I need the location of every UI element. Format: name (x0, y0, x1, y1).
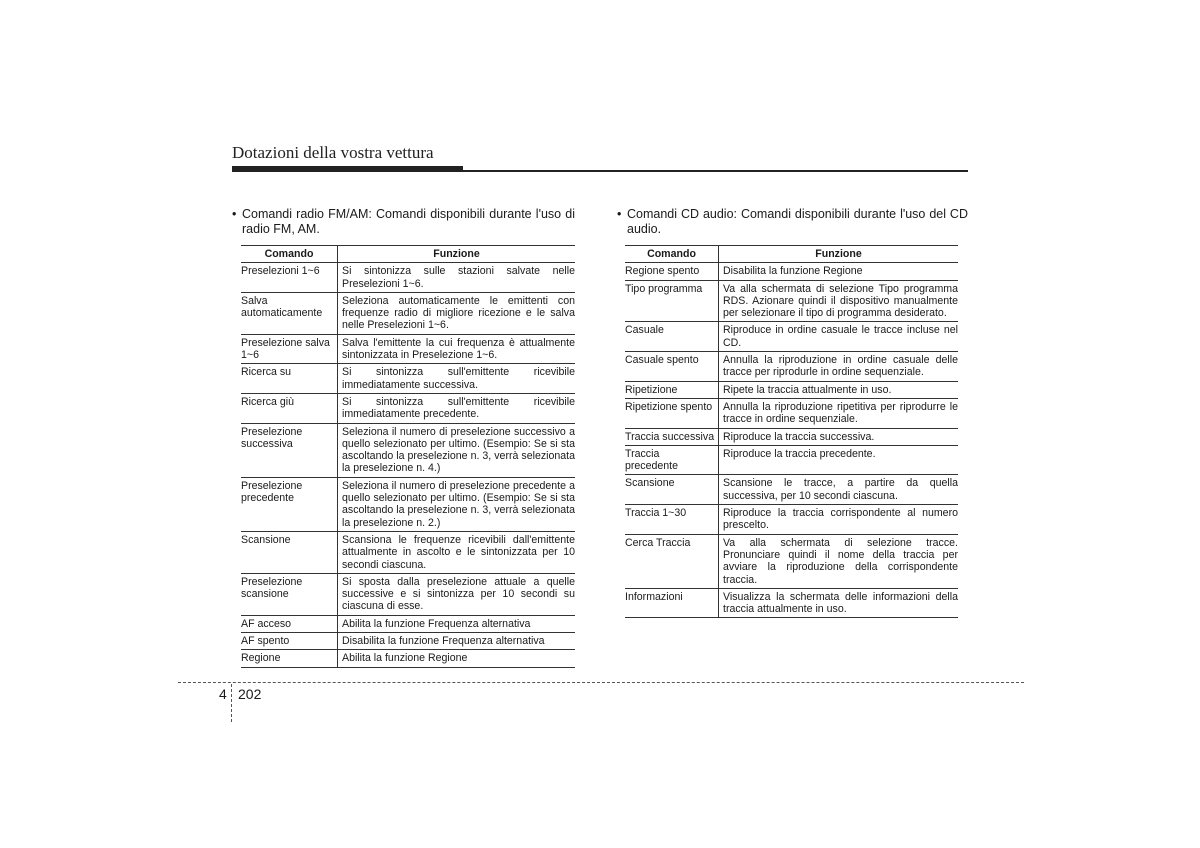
header-rule (232, 170, 968, 172)
table-row (241, 531, 575, 573)
page-number: 202 (238, 686, 262, 702)
command-cell: Preselezione salva 1~6 (241, 334, 338, 364)
command-cell: Preselezione precedente (241, 477, 338, 531)
column-header-command: Comando (241, 246, 338, 263)
table-row (625, 428, 958, 445)
table-row (241, 292, 575, 334)
function-cell: Seleziona il numero di preselezione precedente a quello selezionato per ultimo. (Esempio: Se si sta ascoltando la preselezione n. 3, verrà selezionata la preselezione n. 2.) (338, 477, 576, 531)
table-row (241, 393, 575, 423)
right-intro (617, 207, 968, 237)
table-row (625, 398, 958, 428)
footer-rule (178, 682, 1024, 683)
function-cell: Abilita la funzione Regione (338, 650, 576, 667)
command-cell: Preselezioni 1~6 (241, 263, 338, 293)
function-cell: Annulla la riproduzione in ordine casuale delle tracce per riprodurle in ordine sequenziale. (719, 352, 959, 382)
function-cell: Si sintonizza sull'emittente ricevibile immediatamente successiva. (338, 364, 576, 394)
table-row (625, 263, 958, 280)
command-cell: Casuale (625, 322, 719, 352)
function-cell: Visualizza la schermata delle informazioni della traccia attualmente in uso. (719, 588, 959, 618)
table-row (625, 381, 958, 398)
table-row (241, 263, 575, 293)
command-cell: Traccia successiva (625, 428, 719, 445)
function-cell: Seleziona automaticamente le emittenti con frequenze radio di migliore ricezione e le salva nelle Preselezioni 1~6. (338, 292, 576, 334)
function-cell: Disabilita la funzione Regione (719, 263, 959, 280)
chapter-number: 4 (219, 686, 227, 702)
command-cell: Ricerca giù (241, 393, 338, 423)
radio-commands-table (241, 245, 575, 668)
function-cell: Scansiona le frequenze ricevibili dall'emittente attualmente in ascolto e le sintonizzata per 10 secondi ciascuna. (338, 531, 576, 573)
table-row (241, 423, 575, 477)
function-cell: Riproduce la traccia successiva. (719, 428, 959, 445)
function-cell: Riproduce la traccia corrispondente al numero prescelto. (719, 505, 959, 535)
table-row (625, 352, 958, 382)
table-row (625, 534, 958, 588)
function-cell: Si sintonizza sulle stazioni salvate nelle Preselezioni 1~6. (338, 263, 576, 293)
right-column (617, 207, 968, 618)
command-cell: AF spento (241, 633, 338, 650)
command-cell: Scansione (625, 475, 719, 505)
command-cell: Preselezione scansione (241, 573, 338, 615)
bullet-icon: • (232, 207, 237, 221)
table-row (241, 650, 575, 667)
command-cell: Salva automaticamente (241, 292, 338, 334)
footer-divider (231, 684, 232, 722)
command-cell: Regione spento (625, 263, 719, 280)
command-cell: Regione (241, 650, 338, 667)
table-row (625, 505, 958, 535)
command-cell: Casuale spento (625, 352, 719, 382)
command-cell: Traccia precedente (625, 445, 719, 475)
table-row (241, 615, 575, 632)
cd-commands-body (625, 263, 958, 618)
page-header-title: Dotazioni della vostra vettura (232, 143, 434, 162)
command-cell: Ripetizione spento (625, 398, 719, 428)
function-cell: Si sintonizza sull'emittente ricevibile immediatamente precedente. (338, 393, 576, 423)
function-cell: Si sposta dalla preselezione attuale a quelle successive e si sintonizza per 10 secondi su ciascuna di esse. (338, 573, 576, 615)
function-cell: Abilita la funzione Frequenza alternativa (338, 615, 576, 632)
function-cell: Riproduce in ordine casuale le tracce incluse nel CD. (719, 322, 959, 352)
function-cell: Annulla la riproduzione ripetitiva per riprodurre le tracce in ordine sequenziale. (719, 398, 959, 428)
column-header-function: Funzione (719, 246, 959, 263)
table-row (625, 322, 958, 352)
right-intro-text: Comandi CD audio: Comandi disponibili durante l'uso del CD audio. (627, 207, 968, 236)
radio-commands-body (241, 263, 575, 667)
left-column (232, 207, 575, 668)
command-cell: Informazioni (625, 588, 719, 618)
table-row (625, 588, 958, 618)
table-row (241, 573, 575, 615)
function-cell: Salva l'emittente la cui frequenza è attualmente sintonizzata in Preselezione 1~6. (338, 334, 576, 364)
table-row (625, 475, 958, 505)
command-cell: Preselezione successiva (241, 423, 338, 477)
cd-commands-table (625, 245, 958, 618)
command-cell: AF acceso (241, 615, 338, 632)
column-header-command: Comando (625, 246, 719, 263)
table-row (625, 445, 958, 475)
function-cell: Seleziona il numero di preselezione successivo a quello selezionato per ultimo. (Esempio: Se si sta ascoltando la preselezione n. 3, verrà selezionata la preselezione n. 4.) (338, 423, 576, 477)
table-row (241, 364, 575, 394)
function-cell: Va alla schermata di selezione Tipo programma RDS. Azionare quindi il dispositivo manualmente per selezionare il tipo di programma desiderato. (719, 280, 959, 322)
command-cell: Tipo programma (625, 280, 719, 322)
function-cell: Va alla schermata di selezione tracce. Pronunciare quindi il nome della traccia per avviare la riproduzione della corrispondente traccia. (719, 534, 959, 588)
function-cell: Riproduce la traccia precedente. (719, 445, 959, 475)
command-cell: Scansione (241, 531, 338, 573)
left-intro-text: Comandi radio FM/AM: Comandi disponibili durante l'uso di radio FM, AM. (242, 207, 575, 236)
function-cell: Ripete la traccia attualmente in uso. (719, 381, 959, 398)
function-cell: Disabilita la funzione Frequenza alternativa (338, 633, 576, 650)
table-row (241, 633, 575, 650)
bullet-icon: • (617, 207, 622, 221)
left-intro (232, 207, 575, 237)
command-cell: Ricerca su (241, 364, 338, 394)
function-cell: Scansione le tracce, a partire da quella successiva, per 10 secondi ciascuna. (719, 475, 959, 505)
table-row (625, 280, 958, 322)
table-row (241, 334, 575, 364)
command-cell: Cerca Traccia (625, 534, 719, 588)
command-cell: Ripetizione (625, 381, 719, 398)
column-header-function: Funzione (338, 246, 576, 263)
command-cell: Traccia 1~30 (625, 505, 719, 535)
table-row (241, 477, 575, 531)
